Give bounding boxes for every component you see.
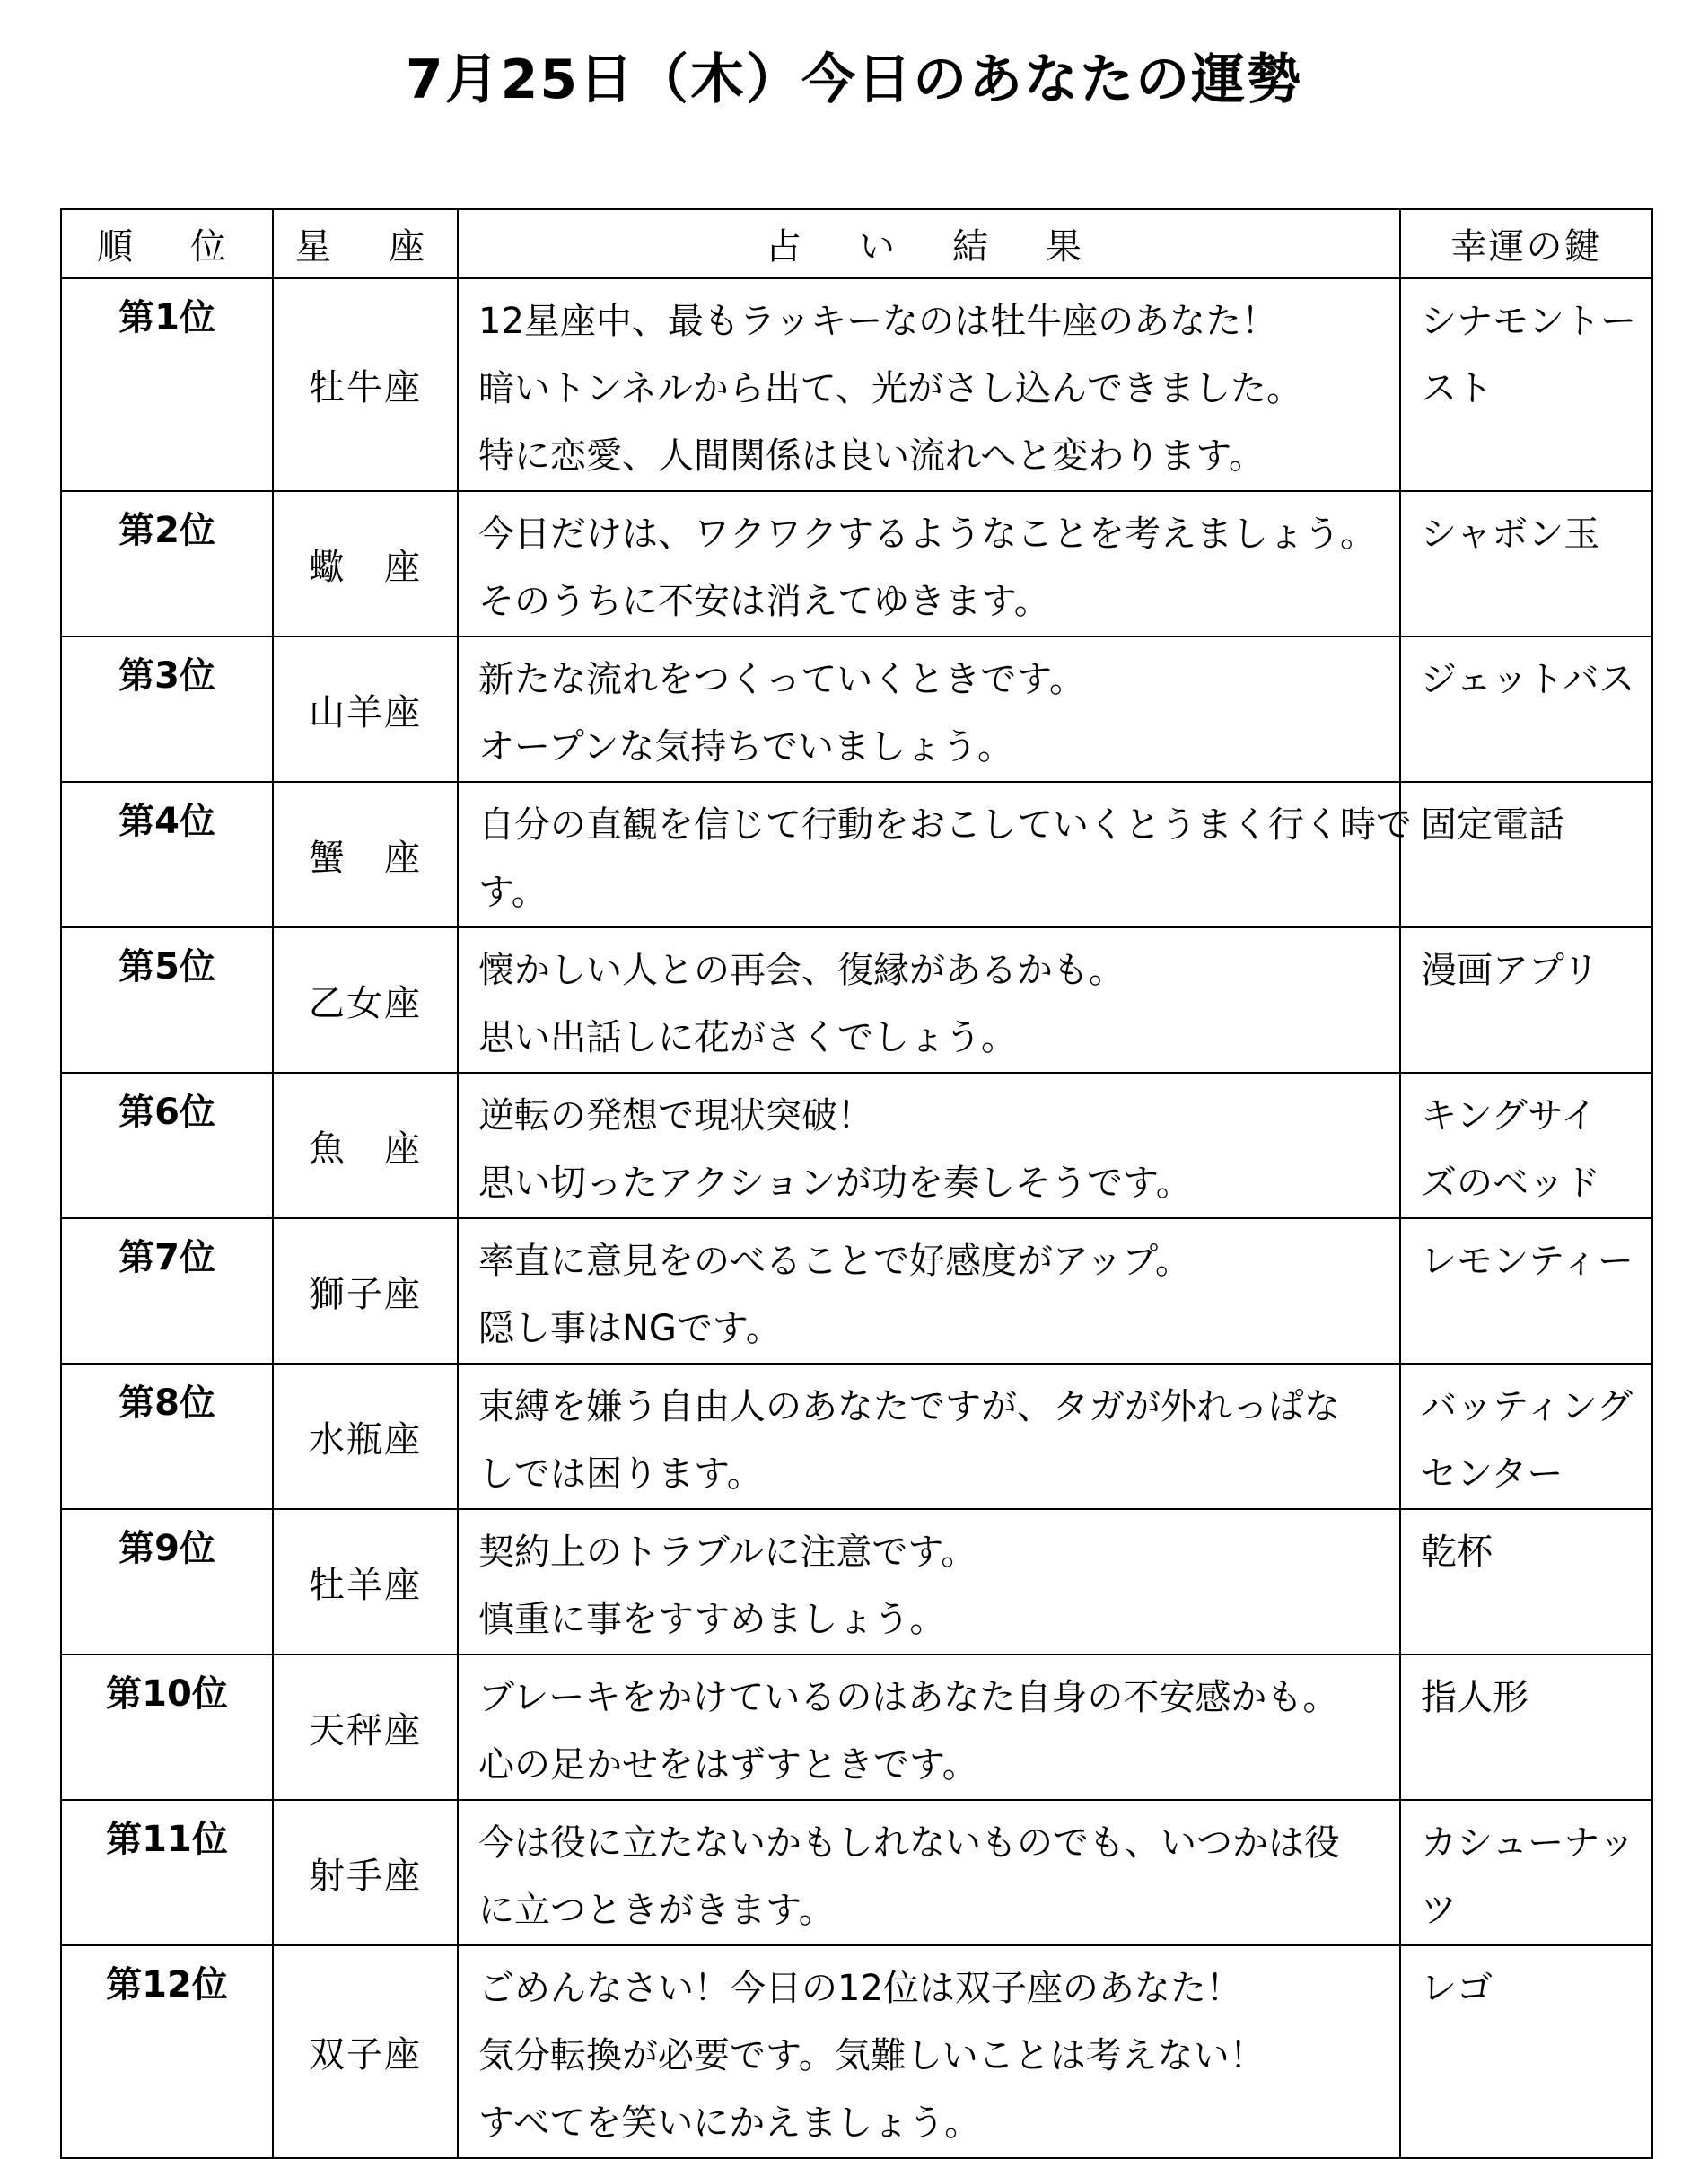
table-row xyxy=(61,927,1652,1073)
rank-cell: 第2位 xyxy=(61,491,273,636)
lucky-key-cell xyxy=(1400,1800,1652,1945)
lucky-key-cell xyxy=(1400,1073,1652,1218)
fortune-result-line: 今は役に立たないかもしれないものでも、いつかは役 xyxy=(478,1822,1340,1864)
fortune-result-line: 自分の直観を信じて行動をおこしていくとうまく行く時で xyxy=(478,804,1412,846)
zodiac-sign-cell: 獅子座 xyxy=(273,1218,458,1364)
header-sign: 星 座 xyxy=(273,209,458,278)
header-rank: 順 位 xyxy=(61,209,273,278)
rank-cell: 第9位 xyxy=(61,1509,273,1654)
fortune-result-cell xyxy=(458,1800,1400,1945)
zodiac-sign-cell: 山羊座 xyxy=(273,636,458,782)
fortune-result-line: 暗いトンネルから出て、光がさし込んできました。 xyxy=(478,368,1302,409)
fortune-result-line: 気分転換が必要です。気難しいことは考えない！ xyxy=(478,2035,1266,2076)
lucky-key-line: センター xyxy=(1421,1453,1563,1495)
lucky-key-line: 指人形 xyxy=(1421,1677,1528,1718)
fortune-result-line: 隠し事はNGです。 xyxy=(478,1308,782,1349)
lucky-key-line: 乾杯 xyxy=(1421,1531,1493,1573)
fortune-result-line: そのうちに不安は消えてゆきます。 xyxy=(478,581,1050,622)
page-title: 7月25日（木）今日のあなたの運勢 xyxy=(405,48,1303,111)
fortune-result-cell xyxy=(458,927,1400,1073)
fortune-result-cell xyxy=(458,1073,1400,1218)
header-lucky-key: 幸運の鍵 xyxy=(1400,209,1652,278)
fortune-result-line: 12星座中、最もラッキーなのは牡牛座のあなた！ xyxy=(478,301,1278,342)
fortune-result-line: 慎重に事をすすめましょう。 xyxy=(478,1599,946,1640)
rank-cell: 第11位 xyxy=(61,1800,273,1945)
lucky-key-line: 固定電話 xyxy=(1421,804,1564,846)
lucky-key-cell xyxy=(1400,491,1652,636)
fortune-result-line: 率直に意見をのべることで好感度がアップ。 xyxy=(478,1241,1191,1282)
fortune-result-line: す。 xyxy=(478,872,547,913)
fortune-result-cell xyxy=(458,636,1400,782)
fortune-result-cell xyxy=(458,1654,1400,1800)
fortune-result-line: しでは困ります。 xyxy=(478,1453,763,1495)
fortune-result-cell xyxy=(458,491,1400,636)
lucky-key-line: ツ xyxy=(1421,1890,1457,1931)
fortune-result-line: に立つときがきます。 xyxy=(478,1890,835,1931)
table-row xyxy=(61,1073,1652,1218)
rank-cell: 第5位 xyxy=(61,927,273,1073)
table-row xyxy=(61,1364,1652,1509)
fortune-result-cell xyxy=(458,278,1400,491)
fortune-result-line: オープンな気持ちでいましょう。 xyxy=(478,726,1013,768)
fortune-result-cell xyxy=(458,1364,1400,1509)
rank-cell: 第10位 xyxy=(61,1654,273,1800)
lucky-key-cell xyxy=(1400,927,1652,1073)
zodiac-sign-cell: 牡牛座 xyxy=(273,278,458,491)
lucky-key-cell xyxy=(1400,1654,1652,1800)
fortune-result-line: 思い出話しに花がさくでしょう。 xyxy=(478,1017,1017,1058)
fortune-result-cell xyxy=(458,1218,1400,1364)
lucky-key-line: シャボン玉 xyxy=(1421,513,1600,555)
table-row xyxy=(61,491,1652,636)
fortune-result-line: 特に恋愛、人間関係は良い流れへと変わります。 xyxy=(478,435,1265,477)
table-row xyxy=(61,1218,1652,1364)
fortune-result-line: 今日だけは、ワクワクするようなことを考えましょう。 xyxy=(478,513,1376,555)
fortune-result-line: 逆転の発想で現状突破！ xyxy=(478,1095,873,1137)
lucky-key-cell xyxy=(1400,782,1652,927)
lucky-key-cell xyxy=(1400,636,1652,782)
lucky-key-line: ズのベッド xyxy=(1421,1163,1600,1204)
fortune-result-line: 思い切ったアクションが功を奏しそうです。 xyxy=(478,1163,1192,1204)
table-header-row xyxy=(61,209,1652,278)
table-row xyxy=(61,1800,1652,1945)
zodiac-sign-cell: 双子座 xyxy=(273,1945,458,2158)
table-row xyxy=(61,1509,1652,1654)
lucky-key-cell xyxy=(1400,1218,1652,1364)
fortune-table xyxy=(60,208,1653,2159)
lucky-key-line: キングサイ xyxy=(1421,1095,1597,1137)
lucky-key-line: 漫画アプリ xyxy=(1421,950,1599,991)
table-row xyxy=(61,782,1652,927)
fortune-result-line: 心の足かせをはずすときです。 xyxy=(478,1744,978,1786)
lucky-key-cell xyxy=(1400,1364,1652,1509)
table-row xyxy=(61,1654,1652,1800)
lucky-key-cell xyxy=(1400,1509,1652,1654)
fortune-result-line: 束縛を嫌う自由人のあなたですが、タガが外れっぱな xyxy=(478,1386,1340,1427)
rank-cell: 第7位 xyxy=(61,1218,273,1364)
lucky-key-line: レモンティー xyxy=(1421,1241,1634,1282)
table-row xyxy=(61,278,1652,491)
rank-cell: 第4位 xyxy=(61,782,273,927)
zodiac-sign-cell: 魚 座 xyxy=(273,1073,458,1218)
header-result: 占 い 結 果 xyxy=(458,209,1400,278)
rank-cell: 第1位 xyxy=(61,278,273,491)
lucky-key-line: バッティング xyxy=(1421,1386,1633,1427)
zodiac-sign-cell: 乙女座 xyxy=(273,927,458,1073)
rank-cell: 第8位 xyxy=(61,1364,273,1509)
fortune-result-line: すべてを笑いにかえましょう。 xyxy=(478,2102,981,2144)
rank-cell: 第12位 xyxy=(61,1945,273,2158)
zodiac-sign-cell: 牡羊座 xyxy=(273,1509,458,1654)
zodiac-sign-cell: 射手座 xyxy=(273,1800,458,1945)
table-row xyxy=(61,636,1652,782)
zodiac-sign-cell: 天秤座 xyxy=(273,1654,458,1800)
lucky-key-cell xyxy=(1400,278,1652,491)
rank-cell: 第6位 xyxy=(61,1073,273,1218)
lucky-key-line: カシューナッ xyxy=(1421,1822,1635,1864)
lucky-key-line: スト xyxy=(1421,368,1493,409)
zodiac-sign-cell: 蟹 座 xyxy=(273,782,458,927)
lucky-key-line: ジェットバス xyxy=(1421,659,1635,700)
rank-cell: 第3位 xyxy=(61,636,273,782)
lucky-key-line: シナモントー xyxy=(1421,301,1636,342)
fortune-result-line: 契約上のトラブルに注意です。 xyxy=(478,1531,977,1573)
lucky-key-line: レゴ xyxy=(1421,1968,1493,2009)
fortune-result-line: 懐かしい人との再会、復縁があるかも。 xyxy=(478,950,1125,991)
fortune-result-cell xyxy=(458,782,1412,927)
fortune-result-cell xyxy=(458,1509,1400,1654)
fortune-result-line: ごめんなさい！今日の12位は双子座のあなた！ xyxy=(478,1968,1242,2009)
fortune-result-line: 新たな流れをつくっていくときです。 xyxy=(478,659,1085,700)
zodiac-sign-cell: 蠍 座 xyxy=(273,491,458,636)
lucky-key-cell xyxy=(1400,1945,1652,2158)
fortune-result-line: ブレーキをかけているのはあなた自身の不安感かも。 xyxy=(478,1677,1339,1718)
fortune-result-cell xyxy=(458,1945,1400,2158)
table-row xyxy=(61,1945,1652,2158)
zodiac-sign-cell: 水瓶座 xyxy=(273,1364,458,1509)
